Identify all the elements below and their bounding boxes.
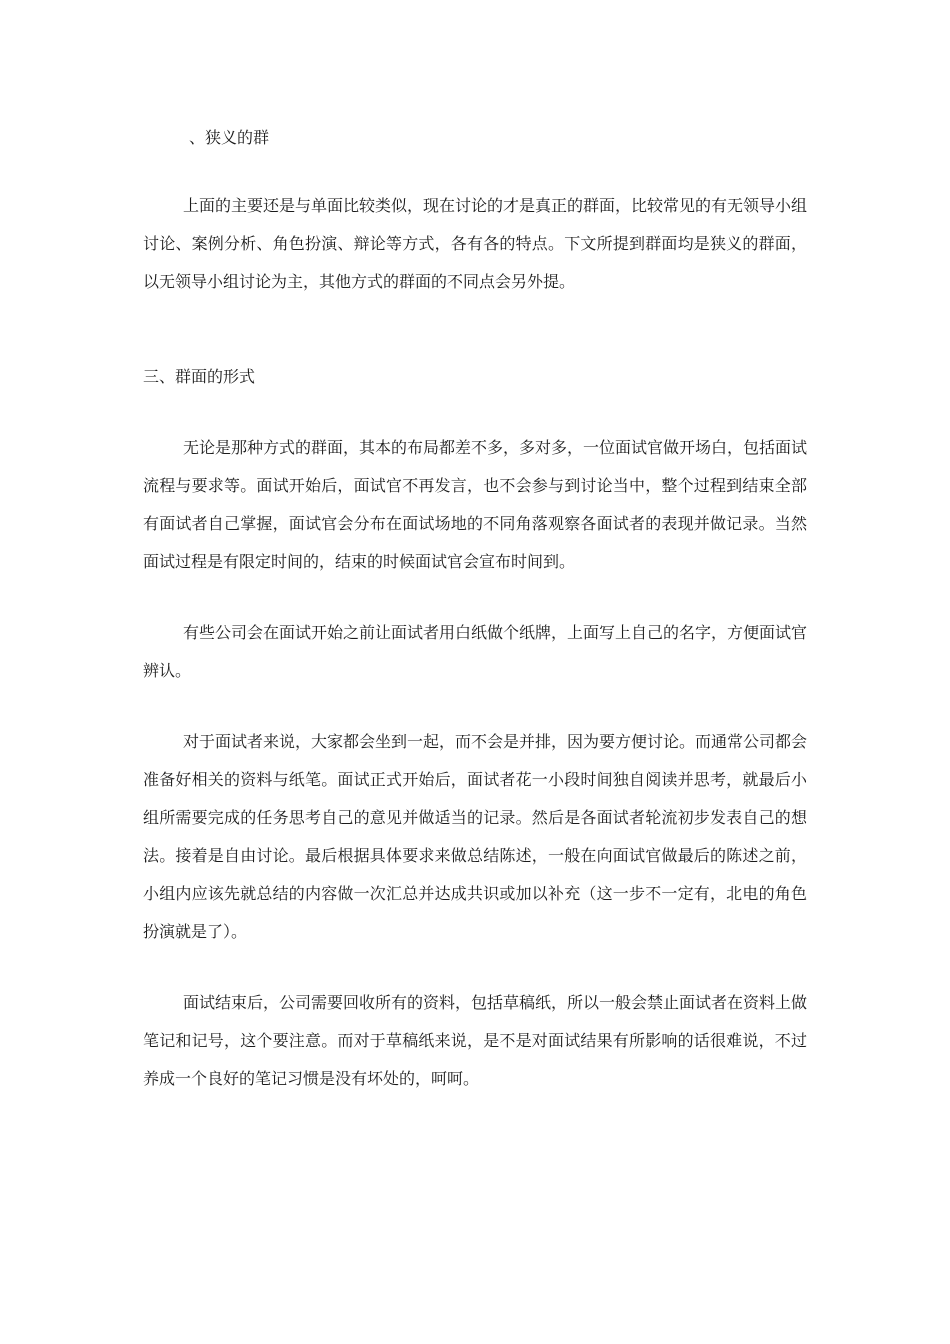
paragraph-after-interview: 面试结束后，公司需要回收所有的资料，包括草稿纸，所以一般会禁止面试者在资料上做笔记和记号，这个要注意。而对于草稿纸来说，是不是对面试结果有所影响的话很难说，不过养成一个良好的笔记习惯是没有坏处的，呵呵。 [143, 993, 808, 1088]
spacer [143, 396, 807, 429]
paragraph-process: 对于面试者来说，大家都会坐到一起，而不会是并排，因为要方便讨论。而通常公司都会准备好相关的资料与纸笔。面试正式开始后，面试者花一小段时间独自阅读并思考，就最后小组所需要完成的任务思考自己的意见并做适当的记录。然后是各面试者轮流初步发表自己的想法。接着是自由讨论。最后根据具体要求来做总结陈述，一般在向面试官做最后的陈述之前，小组内应该先就总结的内容做一次汇总并达成共识或加以补充（这一步不一定有，北电的角色扮演就是了）。 [143, 732, 808, 941]
document-body [143, 119, 807, 1098]
spacer [143, 690, 807, 723]
section-heading-narrow-group: 、狭义的群 [189, 128, 270, 147]
spacer [143, 581, 807, 614]
paragraph-layout: 无论是那种方式的群面，其本的布局都差不多，多对多，一位面试官做开场白，包括面试流程与要求等。面试开始后，面试官不再发言，也不会参与到讨论当中，整个过程到结束全部有面试者自己掌握，面试官会分布在面试场地的不同角落观察各面试者的表现并做记录。当然面试过程是有限定时间的，结束的时候面试官会宣布时间到。 [143, 438, 808, 571]
section-heading-group-form: 三、群面的形式 [143, 367, 256, 386]
paragraph-narrow-group: 上面的主要还是与单面比较类似，现在讨论的才是真正的群面，比较常见的有无领导小组讨论、案例分析、角色扮演、辩论等方式，各有各的特点。下文所提到群面均是狭义的群面，以无领导小组讨论为主，其他方式的群面的不同点会另外提。 [143, 196, 808, 291]
spacer [143, 301, 807, 358]
spacer [143, 157, 807, 187]
paragraph-name-card: 有些公司会在面试开始之前让面试者用白纸做个纸牌，上面写上自己的名字，方便面试官辨认。 [143, 623, 808, 680]
spacer [143, 951, 807, 984]
